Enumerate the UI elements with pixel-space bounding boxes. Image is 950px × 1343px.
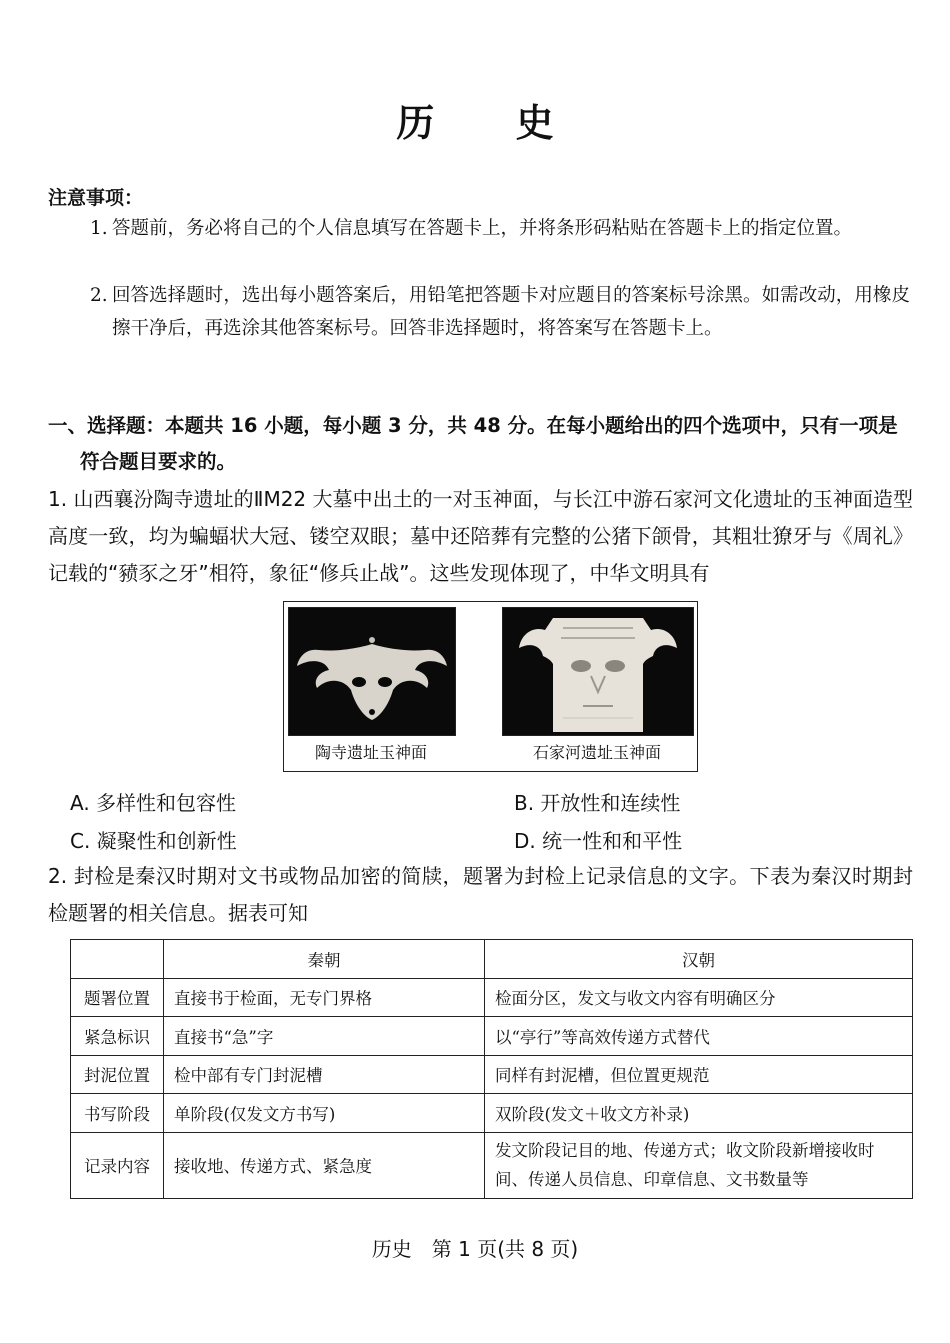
question-1-stem: 1. 山西襄汾陶寺遗址的ⅡM22 大墓中出土的一对玉神面，与长江中游石家河文化遗址的玉神面造型高度一致，均为蝙蝠状大冠、镂空双眼；墓中还陪葬有完整的公猪下颌骨，其粗壮獠牙与《周礼》记载的“豮豕之牙”相符，象征“修兵止战”。这些发现体现了，中华文明具有 — [48, 487, 913, 585]
shijiahe-caption: 石家河遗址玉神面 — [532, 743, 661, 762]
table-header-cell — [71, 940, 164, 979]
notice-item-number: 2. — [90, 285, 108, 306]
table-cell-qin: 直接书于检面，无专门界格 — [164, 978, 485, 1017]
taosi-caption: 陶寺遗址玉神面 — [314, 743, 427, 762]
table-cell-qin: 单阶段(仅发文方书写) — [164, 1094, 485, 1133]
table-cell-han: 同样有封泥槽，但位置更规范 — [485, 1055, 913, 1094]
table-row — [71, 1132, 913, 1198]
table-cell-qin: 检中部有专门封泥槽 — [164, 1055, 485, 1094]
question-1-option-b: B. 开放性和连续性 — [514, 791, 681, 815]
table-cell-han: 发文阶段记目的地、传递方式；收文阶段新增接收时间、传递人员信息、印章信息、文书数量等 — [485, 1132, 913, 1198]
notice-item-2 — [90, 279, 910, 345]
table-header-row — [71, 940, 913, 979]
notice-item-1 — [90, 212, 910, 245]
table-cell-han: 以“亭行”等高效传递方式替代 — [485, 1017, 913, 1056]
page-footer: 历史 第 1 页(共 8 页) — [371, 1237, 579, 1261]
section-heading-line1: 一、选择题：本题共 16 小题，每小题 3 分，共 48 分。在每小题给出的四个选项中，只有一项是 — [48, 414, 898, 437]
question-1-option-c: C. 凝聚性和创新性 — [70, 829, 237, 853]
question-2-stem: 2. 封检是秦汉时期对文书或物品加密的简牍，题署为封检上记录信息的文字。下表为秦汉时期封检题署的相关信息。据表可知 — [48, 864, 913, 925]
table-cell-han: 检面分区，发文与收文内容有明确区分 — [485, 978, 913, 1017]
shijiahe-jade-mask-icon — [503, 608, 693, 735]
notice-item-number: 1. — [90, 218, 108, 239]
section-heading-line2: 符合题目要求的。 — [80, 450, 237, 473]
taosi-jade-mask-photo — [288, 607, 456, 736]
table-row-label: 书写阶段 — [71, 1094, 164, 1133]
notice-heading: 注意事项： — [48, 187, 144, 209]
notice-item-text: 答题前，务必将自己的个人信息填写在答题卡上，并将条形码粘贴在答题卡上的指定位置。 — [112, 218, 853, 239]
taosi-jade-mask-icon — [289, 608, 455, 735]
jade-mask-figure — [283, 601, 698, 772]
table-cell-qin: 直接书“急”字 — [164, 1017, 485, 1056]
table-row — [71, 1094, 913, 1133]
page-title: 历 史 — [396, 101, 588, 145]
table-row-label: 题署位置 — [71, 978, 164, 1017]
question-1-option-a: A. 多样性和包容性 — [70, 791, 237, 815]
table-row-label: 封泥位置 — [71, 1055, 164, 1094]
table-header-cell: 秦朝 — [164, 940, 485, 979]
table-row-label: 紧急标识 — [71, 1017, 164, 1056]
table-row — [71, 978, 913, 1017]
question-1-option-d: D. 统一性和和平性 — [514, 829, 683, 853]
table-cell-han: 双阶段(发文＋收文方补录) — [485, 1094, 913, 1133]
table-cell-qin: 接收地、传递方式、紧急度 — [164, 1132, 485, 1198]
section-heading — [48, 408, 913, 480]
table-header-cell: 汉朝 — [485, 940, 913, 979]
shijiahe-jade-mask-photo — [502, 607, 694, 736]
seal-inscription-table — [70, 939, 913, 1199]
table-row-label: 记录内容 — [71, 1132, 164, 1198]
table-row — [71, 1017, 913, 1056]
notice-item-text: 回答选择题时，选出每小题答案后，用铅笔把答题卡对应题目的答案标号涂黑。如需改动，用橡皮擦干净后，再选涂其他答案标号。回答非选择题时，将答案写在答题卡上。 — [112, 285, 910, 339]
table-row — [71, 1055, 913, 1094]
